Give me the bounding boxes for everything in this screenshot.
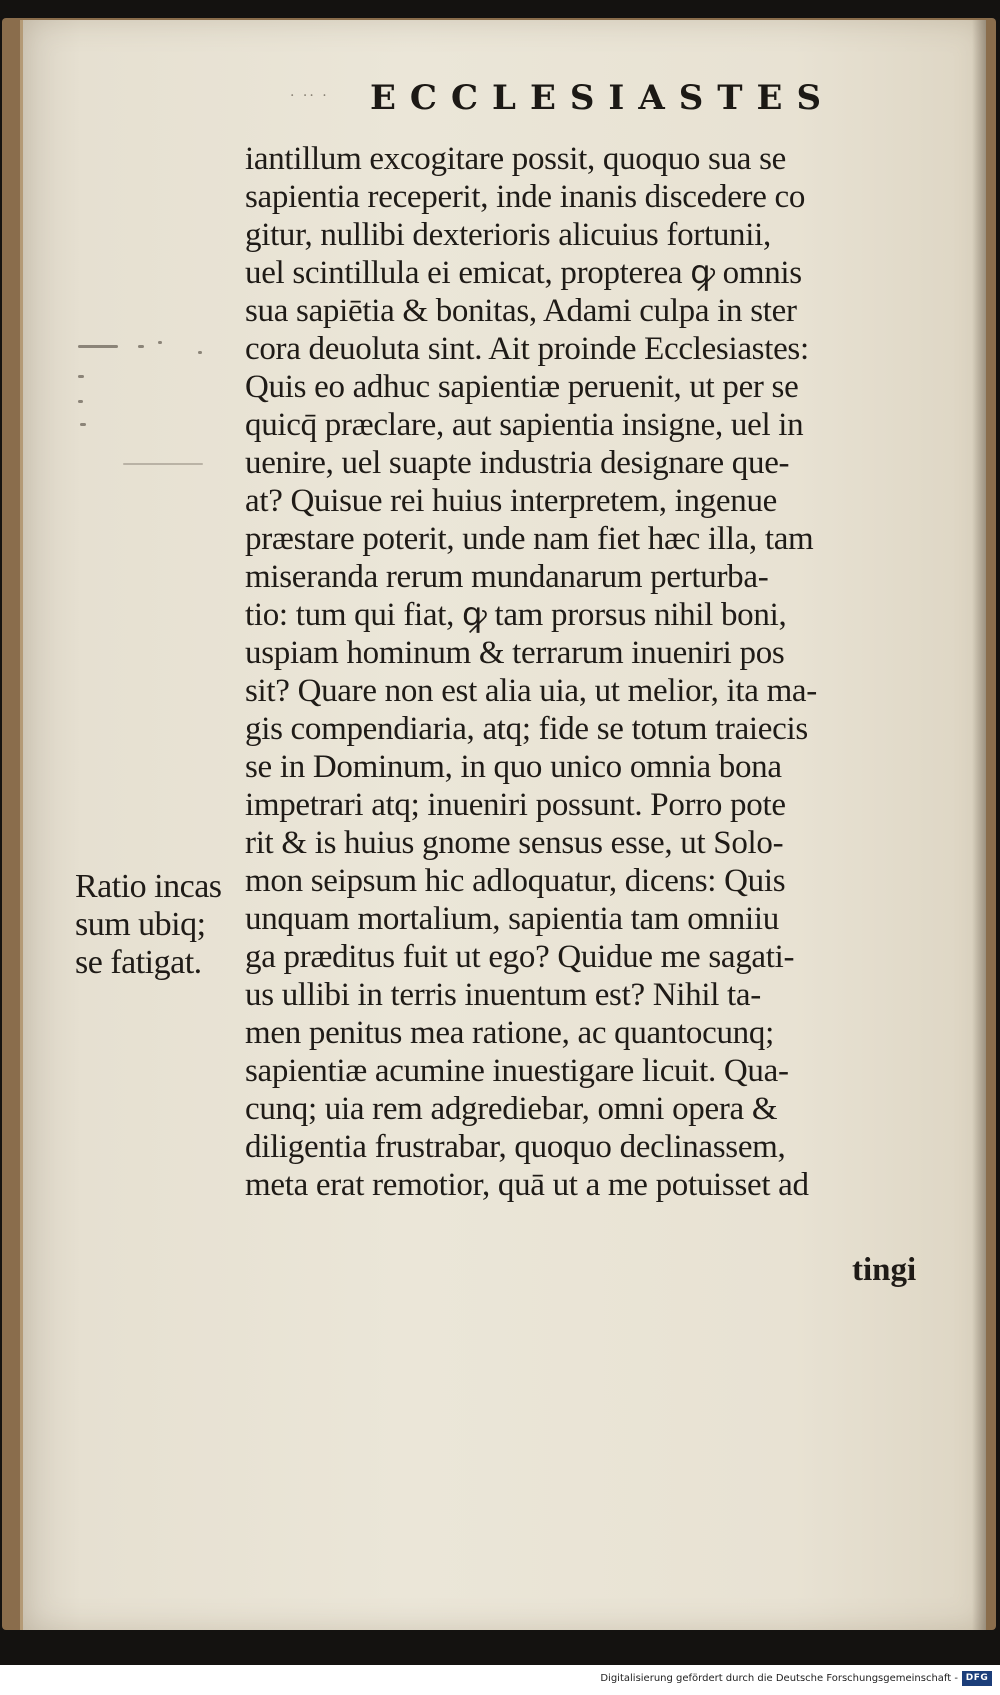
text-line: uspiam hominum & terrarum inueniri pos [245, 635, 785, 671]
text-line: uenire, uel suapte industria designare que- [245, 445, 790, 481]
dfg-logo-icon: DFG [962, 1671, 992, 1686]
text-line: gis compendiaria, atq; fide se totum traiecis [245, 711, 808, 747]
text-line: rit & is huius gnome sensus esse, ut Solo- [245, 825, 784, 861]
main-text-block [245, 140, 935, 1204]
text-line: unquam mortalium, sapientia tam omniiu [245, 901, 779, 937]
text-line: ga præditus fuit ut ego? Quidue me sagati- [245, 939, 795, 975]
text-line: sapientiæ acumine inuestigare licuit. Qua- [245, 1053, 789, 1089]
text-line: us ullibi in terris inuentum est? Nihil ta- [245, 977, 761, 1013]
marginal-note-line: se fatigat. [75, 944, 202, 981]
text-line: sua sapiētia & bonitas, Adami culpa in ster [245, 293, 797, 329]
footer-bar [0, 1665, 1000, 1695]
text-line: sapientia receperit, inde inanis discedere co [245, 179, 806, 215]
text-line: gitur, nullibi dexterioris alicuius fortunii, [245, 217, 771, 253]
text-line: Quis eo adhuc sapientiæ peruenit, ut per se [245, 369, 799, 405]
text-line: miseranda rerum mundanarum perturba- [245, 559, 769, 595]
text-line: men penitus mea ratione, ac quantocunq; [245, 1015, 774, 1051]
text-line: se in Dominum, in quo unico omnia bona [245, 749, 782, 785]
text-line: præstare poterit, unde nam fiet hæc illa, tam [245, 521, 814, 557]
text-line: iantillum excogitare possit, quoquo sua se [245, 141, 786, 177]
text-line: tio: tum qui fiat, ꝙ tam prorsus nihil boni, [245, 597, 787, 633]
running-head-ornament: · ·· · [290, 88, 329, 104]
footer-credit: Digitalisierung gefördert durch die Deutsche Forschungsgemeinschaft - [600, 1673, 958, 1684]
text-line: meta erat remotior, quā ut a me potuisset ad [245, 1167, 809, 1203]
text-line: quicq̄ præclare, aut sapientia insigne, uel in [245, 407, 804, 443]
running-head: ECCLESIASTES [370, 78, 836, 118]
text-line: cunq; uia rem adgrediebar, omni opera & [245, 1091, 778, 1127]
marginal-note [75, 868, 250, 982]
text-line: at? Quisue rei huius interpretem, ingenue [245, 483, 778, 519]
faint-marginal-marks [78, 345, 238, 475]
text-line: mon seipsum hic adloquatur, dicens: Quis [245, 863, 786, 899]
text-line: cora deuoluta sint. Ait proinde Ecclesiastes: [245, 331, 809, 367]
text-line: impetrari atq; inueniri possunt. Porro pote [245, 787, 786, 823]
text-line: sit? Quare non est alia uia, ut melior, ita ma- [245, 673, 817, 709]
spine-shadow [972, 20, 986, 1630]
text-line: uel scintillula ei emicat, propterea ꝙ omnis [245, 255, 802, 291]
text-line: diligentia frustrabar, quoquo declinassem, [245, 1129, 786, 1165]
catchword: tingi [852, 1252, 917, 1288]
marginal-note-line: sum ubiq; [75, 906, 206, 943]
marginal-note-line: Ratio incas [75, 868, 222, 905]
